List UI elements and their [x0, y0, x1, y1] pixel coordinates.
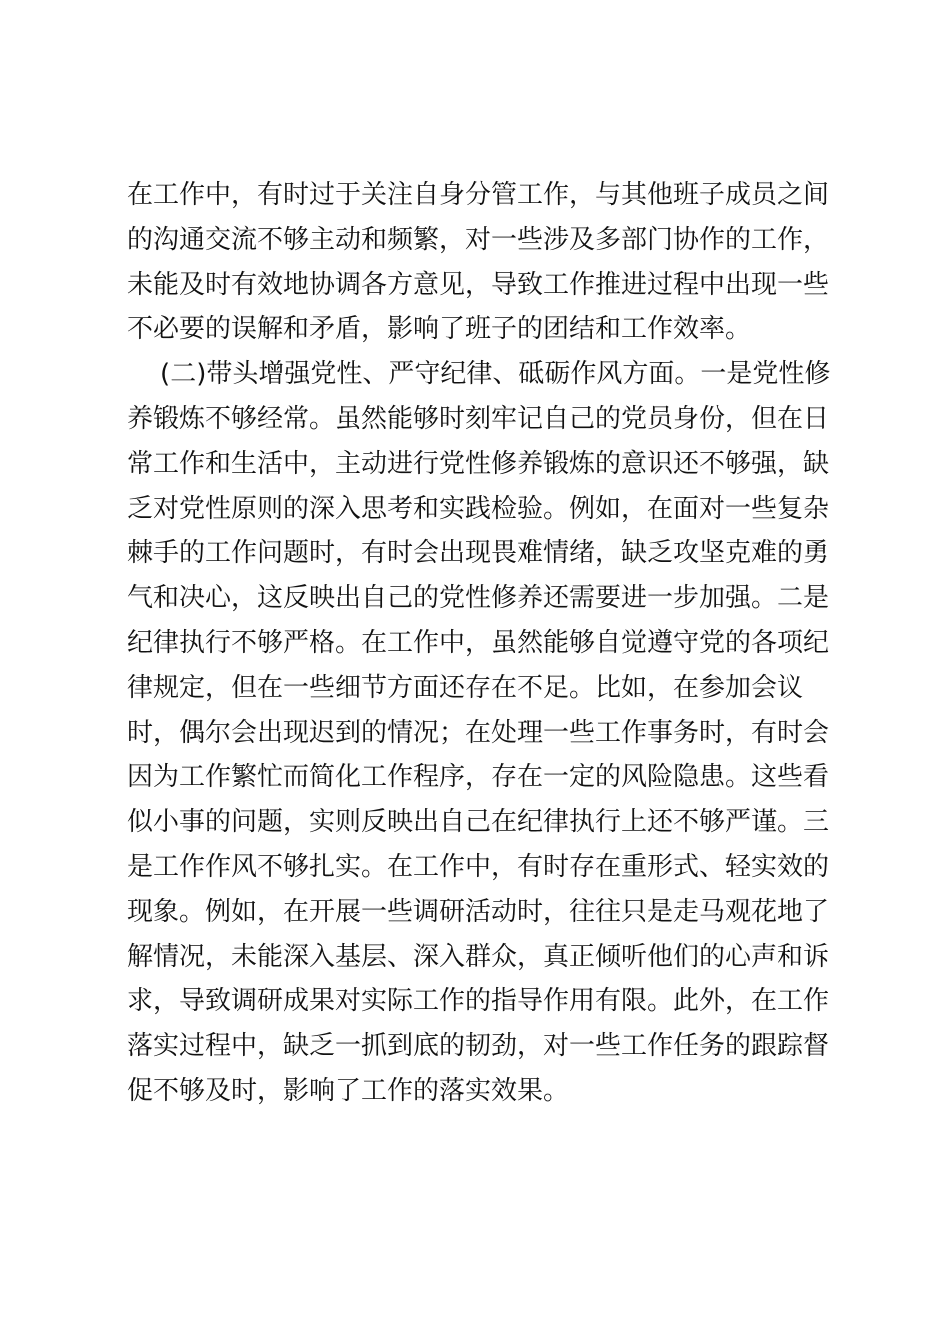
text-line: 常工作和生活中，主动进行党性修养锻炼的意识还不够强，缺: [127, 448, 830, 479]
text-line: 落实过程中，缺乏一抓到底的韧劲，对一些工作任务的跟踪督: [127, 1031, 830, 1062]
text-line: 因为工作繁忙而简化工作程序，存在一定的风险隐患。这些看: [127, 762, 830, 793]
text-line: 是工作作风不够扎实。在工作中，有时存在重形式、轻实效的: [127, 851, 830, 882]
body-text: [127, 173, 831, 1114]
text-line: 求，导致调研成果对实际工作的指导作用有限。此外，在工作: [127, 986, 830, 1017]
text-line: 养锻炼不够经常。虽然能够时刻牢记自己的党员身份，但在日: [127, 403, 830, 434]
text-line: 气和决心，这反映出自己的党性修养还需要进一步加强。二是: [127, 583, 830, 614]
text-line: 不必要的误解和矛盾，影响了班子的团结和工作效率。: [127, 314, 752, 345]
text-line: 在工作中，有时过于关注自身分管工作，与其他班子成员之间: [127, 180, 830, 210]
text-line: 纪律执行不够严格。在工作中，虽然能够自觉遵守党的各项纪: [127, 627, 830, 658]
text-line: 乏对党性原则的深入思考和实践检验。例如，在面对一些复杂: [127, 493, 830, 524]
text-line: 的沟通交流不够主动和频繁，对一些涉及多部门协作的工作，: [127, 224, 830, 255]
section-heading-line: (二)带头增强党性、严守纪律、砥砺作风方面。一是党性修: [127, 359, 831, 390]
text-line: 律规定，但在一些细节方面还存在不足。比如，在参加会议: [127, 672, 804, 703]
text-line: 时，偶尔会出现迟到的情况；在处理一些工作事务时，有时会: [127, 717, 830, 748]
text-line: 解情况，未能深入基层、深入群众，真正倾听他们的心声和诉: [127, 941, 830, 972]
text-line: 未能及时有效地协调各方意见，导致工作推进过程中出现一些: [127, 269, 830, 300]
text-line: 似小事的问题，实则反映出自己在纪律执行上还不够严谨。三: [127, 807, 830, 838]
text-line: 棘手的工作问题时，有时会出现畏难情绪，缺乏攻坚克难的勇: [127, 538, 830, 569]
text-line: 促不够及时，影响了工作的落实效果。: [127, 1075, 570, 1106]
text-line: 现象。例如，在开展一些调研活动时，往往只是走马观花地了: [127, 896, 830, 927]
